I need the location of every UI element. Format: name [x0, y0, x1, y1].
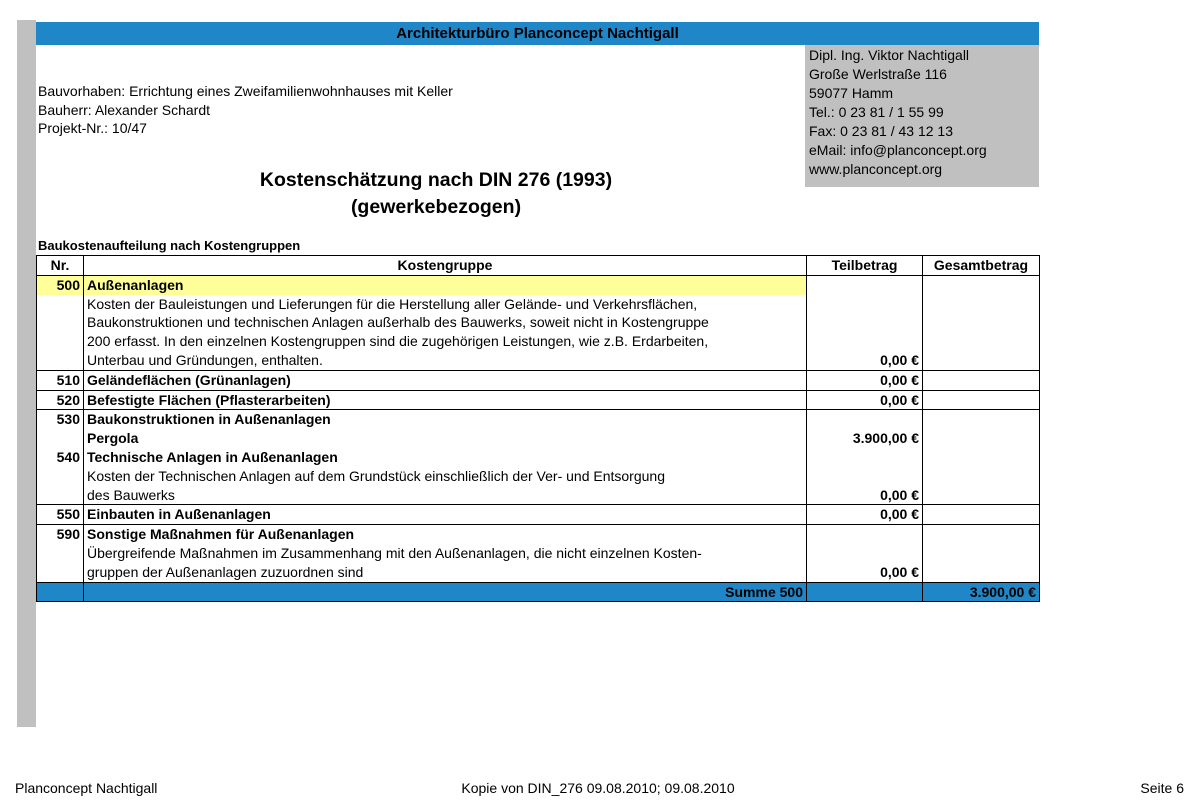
row-teilbetrag: 0,00 € — [807, 505, 923, 525]
header-gesamtbetrag: Gesamtbetrag — [923, 256, 1040, 276]
footer-page-number: Seite 6 — [1140, 780, 1184, 796]
section-title: Baukostenaufteilung nach Kostengruppen — [38, 238, 301, 253]
left-margin-bar — [17, 20, 36, 727]
address-block — [805, 45, 1039, 187]
row-teilbetrag: 0,00 € — [807, 370, 923, 390]
table-row-500 — [37, 275, 1040, 294]
table-row-510 — [37, 370, 1040, 390]
project-bauherr: Bauherr: Alexander Schardt — [38, 101, 210, 118]
table-row-desc — [37, 544, 1040, 563]
footer-left: Planconcept Nachtigall — [15, 780, 158, 796]
document-title-line1: Kostenschätzung nach DIN 276 (1993) — [259, 169, 613, 191]
table-row-530-sub — [37, 429, 1040, 448]
row-title: Geländeflächen (Grünanlagen) — [84, 370, 807, 390]
table-row-desc — [37, 486, 1040, 505]
sum-value: 3.900,00 € — [923, 582, 1040, 602]
project-info — [38, 82, 453, 138]
table-row-desc — [37, 563, 1040, 582]
row-desc: Unterbau und Gründungen, enthalten. — [84, 351, 807, 370]
table-row-desc — [37, 467, 1040, 486]
office-header: Architekturbüro Planconcept Nachtigall — [36, 22, 1039, 45]
address-street: Große Werlstraße 116 — [809, 66, 947, 82]
address-name: Dipl. Ing. Viktor Nachtigall — [809, 47, 970, 63]
footer-center: Kopie von DIN_276 09.08.2010; 09.08.2010 — [461, 780, 735, 796]
row-title: Technische Anlagen in Außenanlagen — [84, 448, 807, 467]
table-row-desc — [37, 313, 1040, 332]
table-row-desc — [37, 332, 1040, 351]
row-teilbetrag: 0,00 € — [807, 351, 923, 370]
row-desc: des Bauwerks — [84, 486, 807, 505]
document-title — [36, 167, 836, 221]
row-nr: 520 — [37, 390, 84, 410]
row-desc: Übergreifende Maßnahmen im Zusammenhang mit den Außenanlagen, die nicht einzelnen Kosten- — [84, 544, 807, 563]
header-teilbetrag: Teilbetrag — [807, 256, 923, 276]
header-kostengruppe: Kostengruppe — [84, 256, 807, 276]
row-desc: Kosten der Bauleistungen und Lieferungen für die Herstellung aller Gelände- und Verkehrsflächen, — [84, 295, 807, 314]
row-title: Sonstige Maßnahmen für Außenanlagen — [84, 525, 807, 544]
table-row-520 — [37, 390, 1040, 410]
address-email: eMail: info@planconcept.org — [809, 142, 987, 158]
table-header-row — [37, 256, 1040, 276]
row-subtitle: Pergola — [84, 429, 807, 448]
header-nr: Nr. — [37, 256, 84, 276]
project-number: Projekt-Nr.: 10/47 — [38, 120, 147, 136]
row-title: Außenanlagen — [84, 275, 807, 294]
row-teilbetrag: 0,00 € — [807, 486, 923, 505]
row-nr: 500 — [37, 275, 84, 294]
row-nr: 510 — [37, 370, 84, 390]
document-title-line2: (gewerkebezogen) — [350, 196, 522, 218]
address-phone: Tel.: 0 23 81 / 1 55 99 — [809, 104, 944, 120]
row-desc: gruppen der Außenanlagen zuzuordnen sind — [84, 563, 807, 582]
table-row-540 — [37, 448, 1040, 467]
table-row-530 — [37, 410, 1040, 429]
table-row-590 — [37, 525, 1040, 544]
table-row-desc — [37, 295, 1040, 314]
row-desc: 200 erfasst. In den einzelnen Kostengruppen sind die zugehörigen Leistungen, wie z.B. Erdarbeiten, — [84, 332, 807, 351]
table-row-desc — [37, 351, 1040, 370]
sum-label: Summe 500 — [84, 582, 807, 602]
row-desc: Kosten der Technischen Anlagen auf dem Grundstück einschließlich der Ver- und Entsorgung — [84, 467, 807, 486]
sum-row — [37, 582, 1040, 602]
row-teilbetrag: 0,00 € — [807, 563, 923, 582]
cost-table — [36, 255, 1040, 602]
row-nr: 550 — [37, 505, 84, 525]
row-title: Baukonstruktionen in Außenanlagen — [84, 410, 807, 429]
row-nr: 540 — [37, 448, 84, 467]
row-teilbetrag: 0,00 € — [807, 390, 923, 410]
row-teilbetrag: 3.900,00 € — [807, 429, 923, 448]
address-city: 59077 Hamm — [809, 85, 894, 101]
row-title: Befestigte Flächen (Pflasterarbeiten) — [84, 390, 807, 410]
row-nr: 530 — [37, 410, 84, 429]
project-bauvorhaben: Bauvorhaben: Errichtung eines Zweifamilienwohnhauses mit Keller — [38, 83, 453, 99]
address-website: www.planconcept.org — [809, 161, 943, 177]
row-title: Einbauten in Außenanlagen — [84, 505, 807, 525]
row-desc: Baukonstruktionen und technischen Anlagen außerhalb des Bauwerks, soweit nicht in Kostengruppe — [84, 313, 807, 332]
address-fax: Fax: 0 23 81 / 43 12 13 — [809, 123, 953, 139]
table-row-550 — [37, 505, 1040, 525]
row-nr: 590 — [37, 525, 84, 544]
